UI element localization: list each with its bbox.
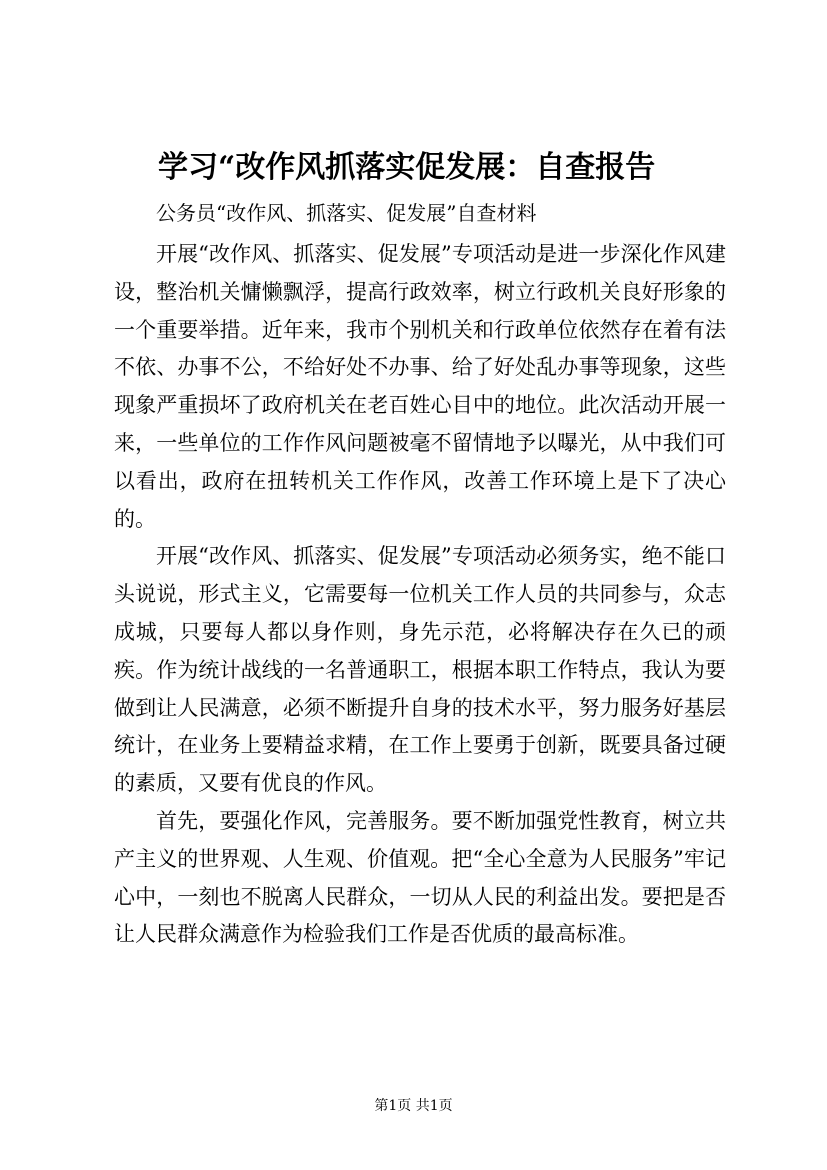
paragraph: 首先，要强化作风，完善服务。要不断加强党性教育，树立共产主义的世界观、人生观、价值观。把“全心全意为人民服务”牢记心中，一刻也不脱离人民群众，一切从人民的利益出发。要把是否让人民群众满意作为检验我们工作是否优质的最高标准。 — [114, 808, 726, 947]
paragraph: 开展“改作风、抓落实、促发展”专项活动必须务实，绝不能口头说说，形式主义，它需要每一位机关工作人员的共同参与，众志成城，只要每人都以身作则，身先示范，必将解决存在久已的顽疾。作为统计战线的一名普通职工，根据本职工作特点，我认为要做到让人民满意，必须不断提升自身的技术水平，努力服务好基层统计，在业务上要精益求精，在工作上要勇于创新，既要具备过硬的素质，又要有优良的作风。 — [114, 544, 726, 796]
page-footer: 第1页 共1页 — [374, 1098, 453, 1114]
paragraph: 开展“改作风、抓落实、促发展”专项活动是进一步深化作风建设，整治机关慵懒飘浮，提高行政效率，树立行政机关良好形象的一个重要举措。近年来，我市个别机关和行政单位依然存在着有法不依、办事不公，不给好处不办事、给了好处乱办事等现象，这些现象严重损坏了政府机关在老百姓心目中的地位。此次活动开展一来，一些单位的工作作风问题被毫不留情地予以曝光，从中我们可以看出，政府在扭转机关工作作风，改善工作环境上是下了决心的。 — [114, 242, 726, 531]
document-body — [114, 236, 726, 954]
document-title: 学习“改作风抓落实促发展：自查报告 — [158, 150, 656, 185]
document-subtitle: 公务员“改作风、抓落实、促发展”自查材料 — [156, 201, 537, 225]
